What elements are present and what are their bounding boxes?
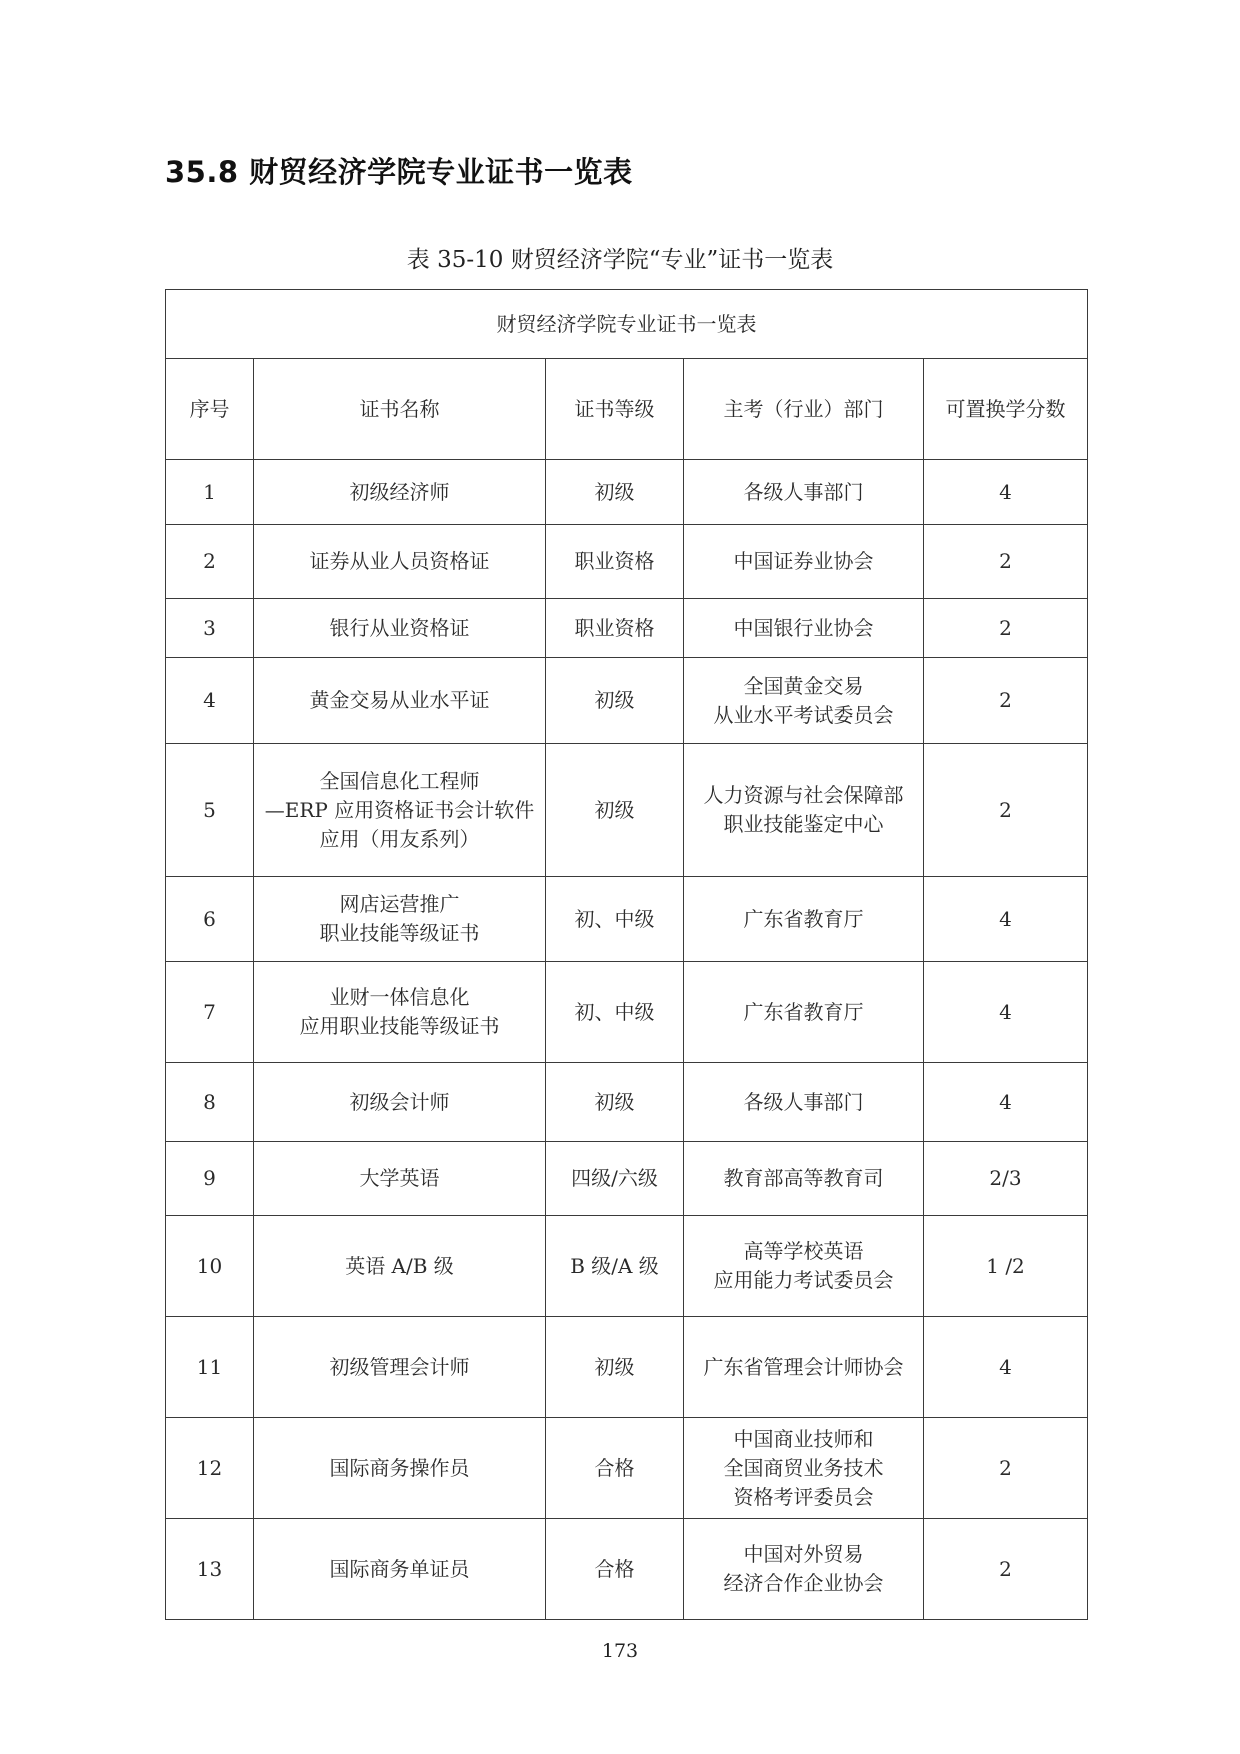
table-title: 财贸经济学院专业证书一览表 [166, 290, 1088, 359]
table-row [166, 1216, 1088, 1317]
header-credits: 可置换学分数 [924, 359, 1088, 460]
cell-credits: 4 [924, 877, 1088, 962]
cell-level: 初、中级 [546, 877, 684, 962]
cell-index: 2 [166, 525, 254, 599]
cell-credits: 2 [924, 599, 1088, 658]
cell-index: 9 [166, 1142, 254, 1216]
table-row [166, 525, 1088, 599]
cell-index: 10 [166, 1216, 254, 1317]
cell-certificate-name: 英语 A/B 级 [254, 1216, 546, 1317]
page-number: 173 [601, 1640, 639, 1662]
table-header-row [166, 359, 1088, 460]
cell-certificate-name: 网店运营推广 职业技能等级证书 [254, 877, 546, 962]
cell-certificate-name: 大学英语 [254, 1142, 546, 1216]
cell-certificate-name: 初级经济师 [254, 460, 546, 525]
cell-index: 8 [166, 1063, 254, 1142]
cell-index: 6 [166, 877, 254, 962]
cell-level: 职业资格 [546, 525, 684, 599]
header-issuing-department: 主考（行业）部门 [684, 359, 924, 460]
table-caption: 表 35-10 财贸经济学院“专业”证书一览表 [406, 247, 834, 273]
cell-level: 初级 [546, 658, 684, 744]
cell-level: 初级 [546, 1317, 684, 1418]
cell-department: 中国对外贸易 经济合作企业协会 [684, 1519, 924, 1620]
cell-level: 初、中级 [546, 962, 684, 1063]
cell-index: 4 [166, 658, 254, 744]
table-title-row [166, 290, 1088, 359]
cell-credits: 1 /2 [924, 1216, 1088, 1317]
cell-index: 1 [166, 460, 254, 525]
cell-level: 职业资格 [546, 599, 684, 658]
cell-credits: 2 [924, 1519, 1088, 1620]
cell-department: 广东省教育厅 [684, 877, 924, 962]
table-row [166, 1063, 1088, 1142]
cell-certificate-name: 国际商务单证员 [254, 1519, 546, 1620]
cell-level: 初级 [546, 460, 684, 525]
cell-certificate-name: 初级会计师 [254, 1063, 546, 1142]
header-certificate-name: 证书名称 [254, 359, 546, 460]
cell-department: 中国商业技师和 全国商贸业务技术 资格考评委员会 [684, 1418, 924, 1519]
table-row [166, 962, 1088, 1063]
cell-level: 合格 [546, 1519, 684, 1620]
cell-index: 13 [166, 1519, 254, 1620]
cell-index: 7 [166, 962, 254, 1063]
cell-credits: 2/3 [924, 1142, 1088, 1216]
table-row [166, 658, 1088, 744]
cell-index: 3 [166, 599, 254, 658]
cell-certificate-name: 全国信息化工程师 —ERP 应用资格证书会计软件 应用（用友系列） [254, 744, 546, 877]
cell-department: 各级人事部门 [684, 460, 924, 525]
table-row [166, 1519, 1088, 1620]
cell-credits: 2 [924, 658, 1088, 744]
header-certificate-level: 证书等级 [546, 359, 684, 460]
cell-certificate-name: 证券从业人员资格证 [254, 525, 546, 599]
table-row [166, 1317, 1088, 1418]
cell-level: B 级/A 级 [546, 1216, 684, 1317]
cell-credits: 4 [924, 1063, 1088, 1142]
table-row [166, 744, 1088, 877]
cell-department: 中国证券业协会 [684, 525, 924, 599]
cell-credits: 4 [924, 962, 1088, 1063]
certificate-table [165, 289, 1088, 1620]
cell-department: 教育部高等教育司 [684, 1142, 924, 1216]
header-index: 序号 [166, 359, 254, 460]
cell-credits: 4 [924, 1317, 1088, 1418]
cell-certificate-name: 国际商务操作员 [254, 1418, 546, 1519]
cell-index: 12 [166, 1418, 254, 1519]
cell-department: 广东省管理会计师协会 [684, 1317, 924, 1418]
cell-certificate-name: 银行从业资格证 [254, 599, 546, 658]
table-row [166, 599, 1088, 658]
cell-department: 广东省教育厅 [684, 962, 924, 1063]
cell-department: 人力资源与社会保障部 职业技能鉴定中心 [684, 744, 924, 877]
cell-department: 全国黄金交易 从业水平考试委员会 [684, 658, 924, 744]
cell-credits: 4 [924, 460, 1088, 525]
table-row [166, 460, 1088, 525]
cell-certificate-name: 业财一体信息化 应用职业技能等级证书 [254, 962, 546, 1063]
cell-department: 各级人事部门 [684, 1063, 924, 1142]
cell-credits: 2 [924, 744, 1088, 877]
cell-level: 合格 [546, 1418, 684, 1519]
cell-credits: 2 [924, 525, 1088, 599]
cell-index: 5 [166, 744, 254, 877]
cell-index: 11 [166, 1317, 254, 1418]
table-row [166, 877, 1088, 962]
cell-level: 初级 [546, 1063, 684, 1142]
table-row [166, 1142, 1088, 1216]
cell-department: 中国银行业协会 [684, 599, 924, 658]
cell-department: 高等学校英语 应用能力考试委员会 [684, 1216, 924, 1317]
cell-level: 初级 [546, 744, 684, 877]
cell-certificate-name: 初级管理会计师 [254, 1317, 546, 1418]
cell-credits: 2 [924, 1418, 1088, 1519]
section-heading: 35.8 财贸经济学院专业证书一览表 [165, 155, 633, 189]
cell-certificate-name: 黄金交易从业水平证 [254, 658, 546, 744]
table-row [166, 1418, 1088, 1519]
cell-level: 四级/六级 [546, 1142, 684, 1216]
